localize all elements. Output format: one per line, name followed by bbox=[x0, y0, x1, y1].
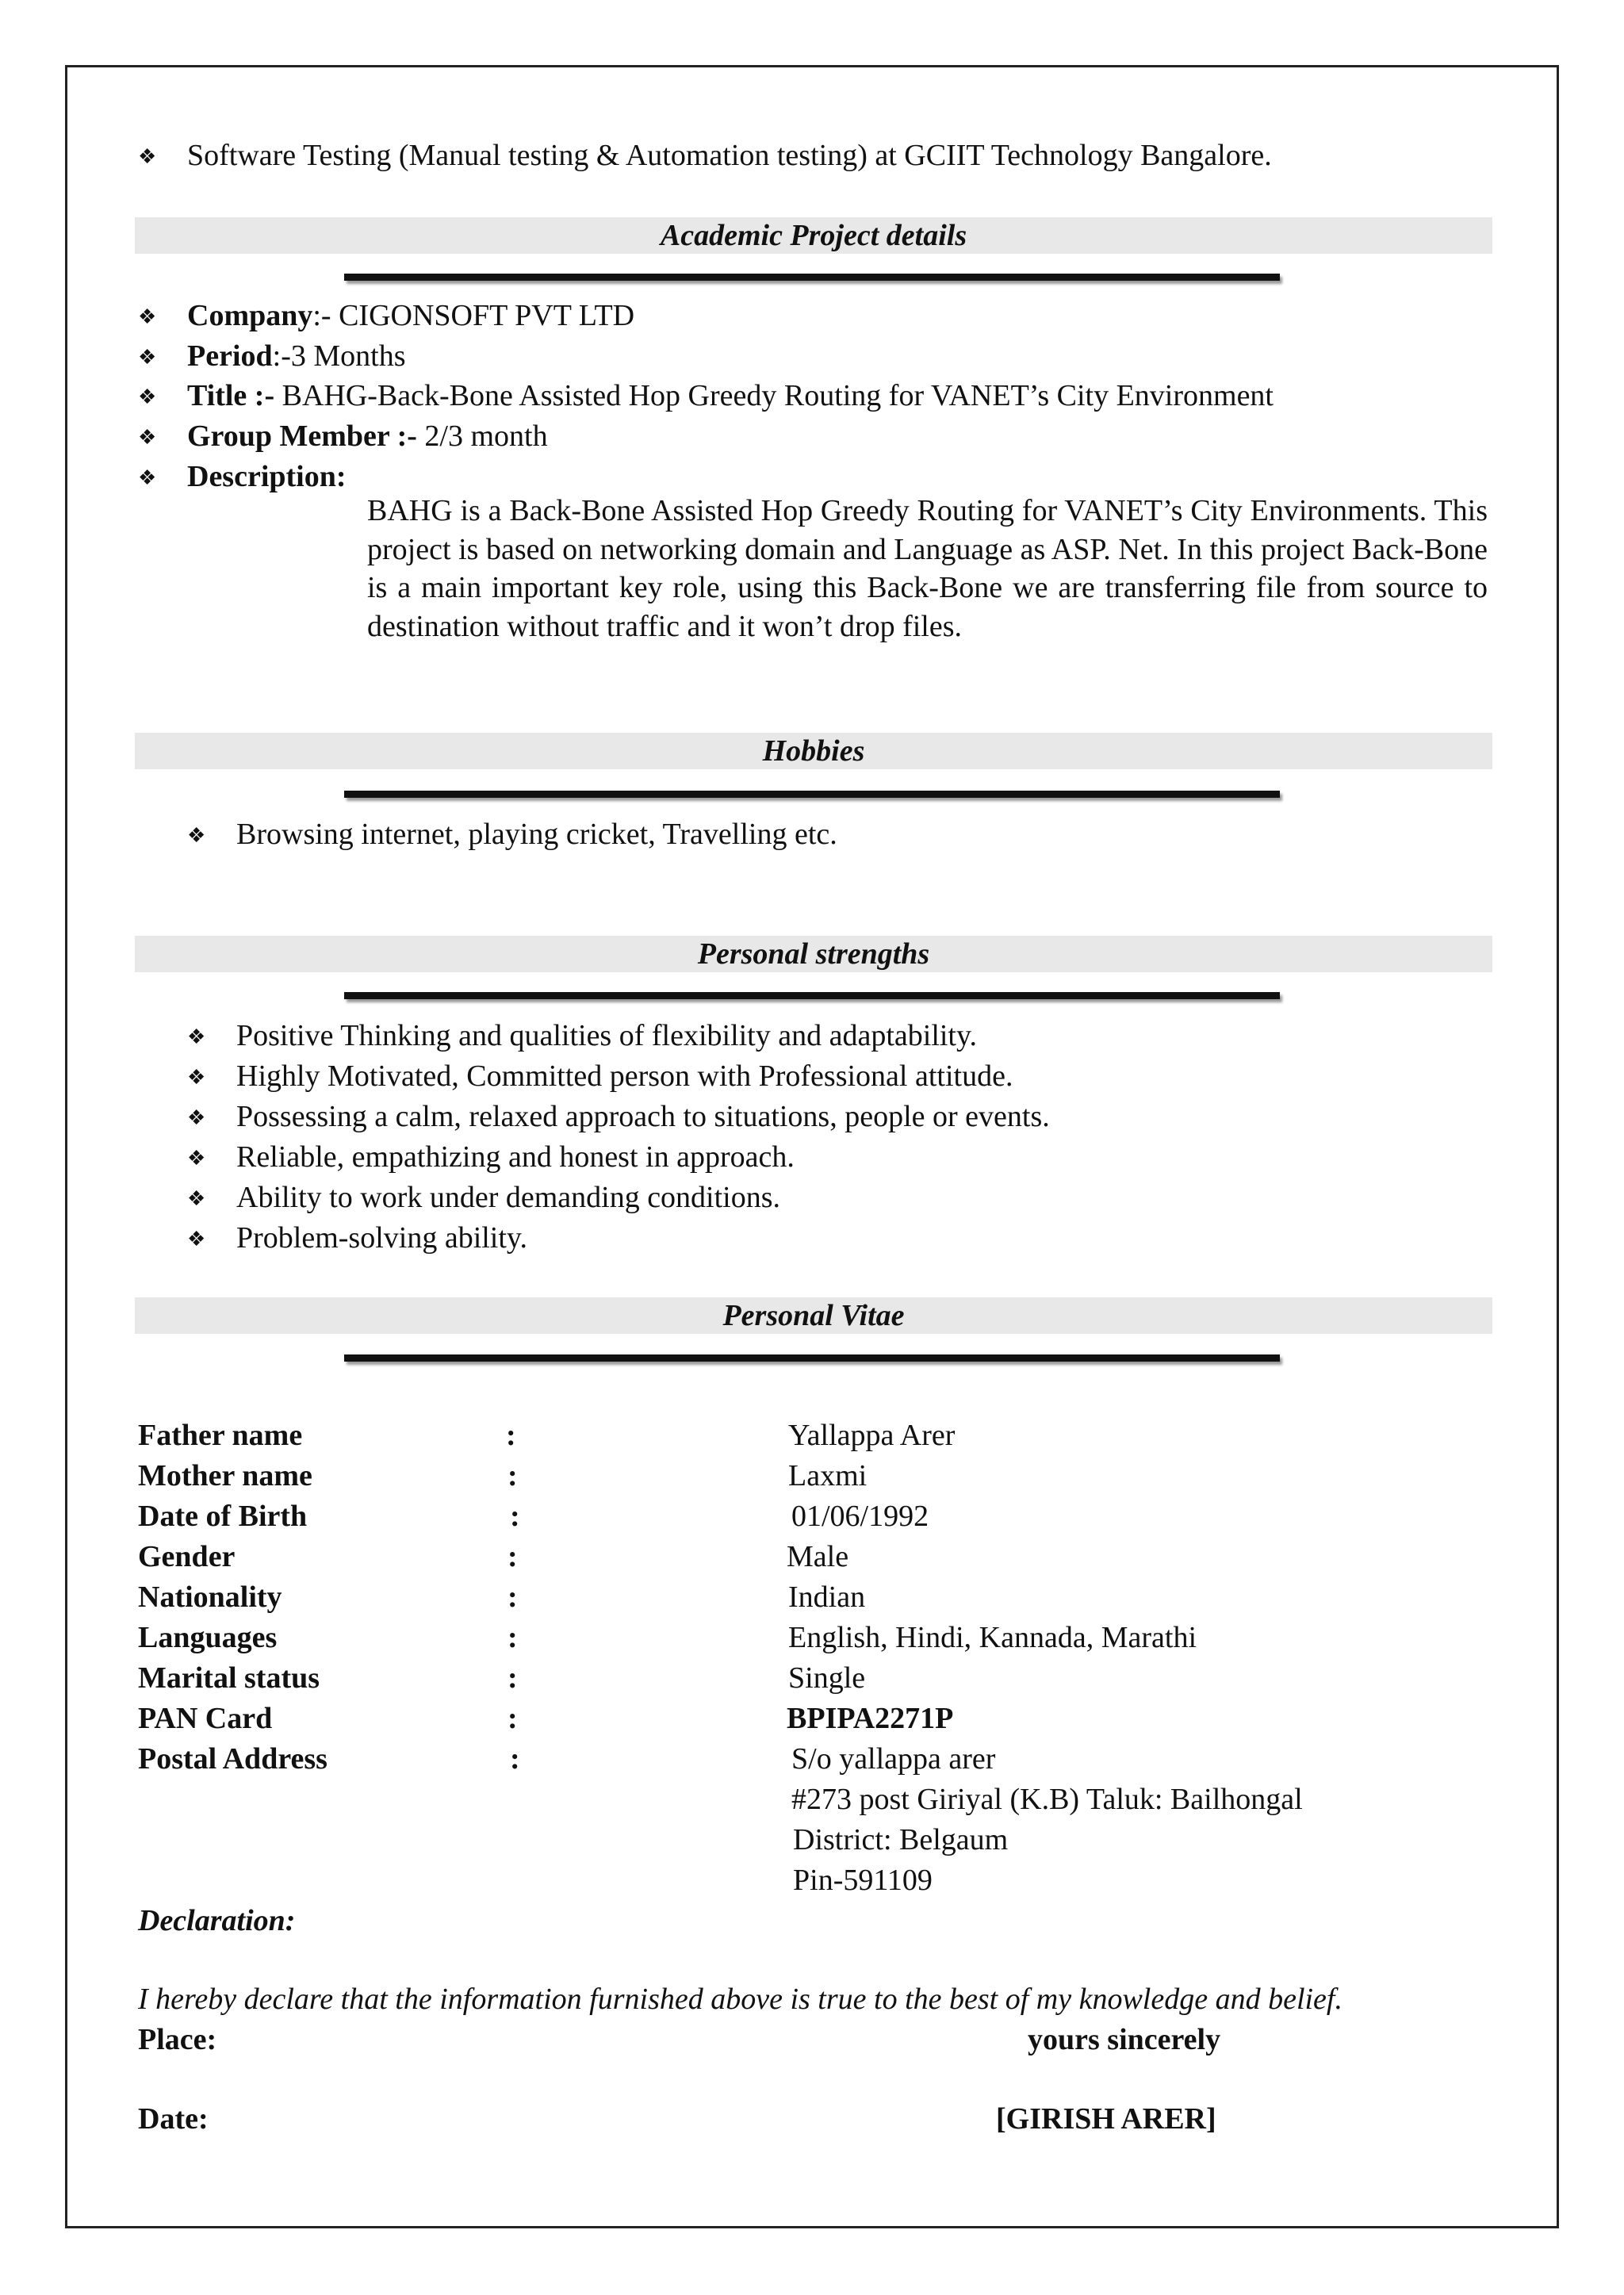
strength-item: Problem-solving ability. bbox=[236, 1221, 527, 1255]
date-label: Date: bbox=[138, 2102, 209, 2136]
vitae-label: Gender bbox=[138, 1540, 236, 1573]
bullet-icon: ❖ bbox=[187, 1025, 206, 1048]
bullet-icon: ❖ bbox=[138, 466, 157, 489]
vitae-value: BPIPA2271P bbox=[787, 1702, 954, 1735]
address-line: #273 post Giriyal (K.B) Taluk: Bailhongal bbox=[791, 1783, 1303, 1816]
vitae-separator: : bbox=[510, 1500, 520, 1533]
vitae-separator: : bbox=[508, 1459, 518, 1492]
vitae-label: Mother name bbox=[138, 1459, 312, 1492]
vitae-label: Marital status bbox=[138, 1661, 320, 1695]
declaration-heading: Declaration: bbox=[138, 1904, 296, 1937]
project-period: Period:-3 Months bbox=[187, 339, 406, 373]
section-title-strengths: Personal strengths bbox=[697, 937, 930, 971]
vitae-separator: : bbox=[508, 1702, 518, 1735]
vitae-value: 01/06/1992 bbox=[791, 1500, 929, 1533]
vitae-separator: : bbox=[508, 1661, 518, 1695]
vitae-value: Male bbox=[787, 1540, 849, 1573]
project-description-label: Description: bbox=[187, 460, 347, 493]
strength-item: Ability to work under demanding conditions. bbox=[236, 1181, 781, 1214]
bullet-icon: ❖ bbox=[187, 1106, 206, 1129]
section-title-project: Academic Project details bbox=[660, 219, 967, 252]
bullet-icon: ❖ bbox=[187, 1187, 206, 1210]
vitae-separator: : bbox=[510, 1742, 520, 1776]
section-rule-project bbox=[344, 274, 1280, 281]
vitae-value: Single bbox=[788, 1661, 866, 1695]
closing-text: yours sincerely bbox=[1028, 2023, 1221, 2056]
section-band-project bbox=[135, 217, 1492, 254]
section-title-vitae: Personal Vitae bbox=[722, 1299, 905, 1332]
project-group: Group Member :- 2/3 month bbox=[187, 420, 548, 453]
strength-item: Reliable, empathizing and honest in approach. bbox=[236, 1140, 795, 1174]
vitae-label: Languages bbox=[138, 1621, 278, 1654]
bullet-icon: ❖ bbox=[138, 305, 157, 328]
hobby-item: Browsing internet, playing cricket, Travelling etc. bbox=[236, 818, 837, 851]
vitae-value: Indian bbox=[788, 1580, 866, 1614]
bullet-icon: ❖ bbox=[138, 145, 157, 168]
bullet-icon: ❖ bbox=[138, 346, 157, 369]
address-line: District: Belgaum bbox=[793, 1823, 1009, 1856]
project-title: Title :- BAHG-Back-Bone Assisted Hop Greedy Routing for VANET’s City Environment bbox=[187, 379, 1274, 412]
bullet-icon: ❖ bbox=[138, 385, 157, 408]
bullet-icon: ❖ bbox=[187, 1228, 206, 1251]
vitae-value: Laxmi bbox=[788, 1459, 868, 1492]
strength-item: Possessing a calm, relaxed approach to situations, people or events. bbox=[236, 1100, 1050, 1133]
bullet-icon: ❖ bbox=[187, 824, 206, 847]
bullet-icon: ❖ bbox=[187, 1147, 206, 1170]
vitae-separator: : bbox=[508, 1580, 518, 1614]
section-rule-hobbies bbox=[344, 791, 1280, 798]
section-rule-strengths bbox=[344, 992, 1280, 999]
section-title-hobbies: Hobbies bbox=[762, 734, 865, 768]
section-rule-vitae bbox=[344, 1354, 1280, 1362]
place-label: Place: bbox=[138, 2023, 217, 2056]
vitae-label: Date of Birth bbox=[138, 1500, 308, 1533]
section-band-vitae bbox=[135, 1297, 1492, 1334]
declaration-text: I hereby declare that the information furnished above is true to the best of my knowledge and belief. bbox=[138, 1983, 1342, 2016]
training-line: Software Testing (Manual testing & Automation testing) at GCIIT Technology Bangalore. bbox=[187, 139, 1272, 172]
vitae-value: English, Hindi, Kannada, Marathi bbox=[788, 1621, 1197, 1654]
bullet-icon: ❖ bbox=[138, 426, 157, 449]
section-band-strengths bbox=[135, 936, 1492, 972]
project-company: Company:- CIGONSOFT PVT LTD bbox=[187, 299, 635, 332]
vitae-label: PAN Card bbox=[138, 1702, 273, 1735]
section-band-hobbies bbox=[135, 733, 1492, 769]
vitae-label: Nationality bbox=[138, 1580, 282, 1614]
vitae-separator: : bbox=[506, 1419, 516, 1452]
bullet-icon: ❖ bbox=[187, 1066, 206, 1089]
vitae-separator: : bbox=[508, 1540, 518, 1573]
vitae-value: S/o yallappa arer bbox=[791, 1742, 996, 1776]
signature-name: [GIRISH ARER] bbox=[996, 2102, 1216, 2136]
vitae-label: Postal Address bbox=[138, 1742, 327, 1776]
project-description: BAHG is a Back-Bone Assisted Hop Greedy Routing for VANET’s City Environments. This project is based on networking domain and Language as ASP. Net. In this project Back-Bone is a main important key role, using this Back-Bone we are transferring file from source to destination without traffic and it won’t drop files. bbox=[367, 494, 1488, 643]
vitae-value: Yallappa Arer bbox=[788, 1419, 956, 1452]
strength-item: Positive Thinking and qualities of flexibility and adaptability. bbox=[236, 1019, 978, 1052]
vitae-separator: : bbox=[508, 1621, 518, 1654]
address-line: Pin-591109 bbox=[793, 1864, 933, 1897]
vitae-label: Father name bbox=[138, 1419, 303, 1452]
strength-item: Highly Motivated, Committed person with Professional attitude. bbox=[236, 1059, 1013, 1093]
